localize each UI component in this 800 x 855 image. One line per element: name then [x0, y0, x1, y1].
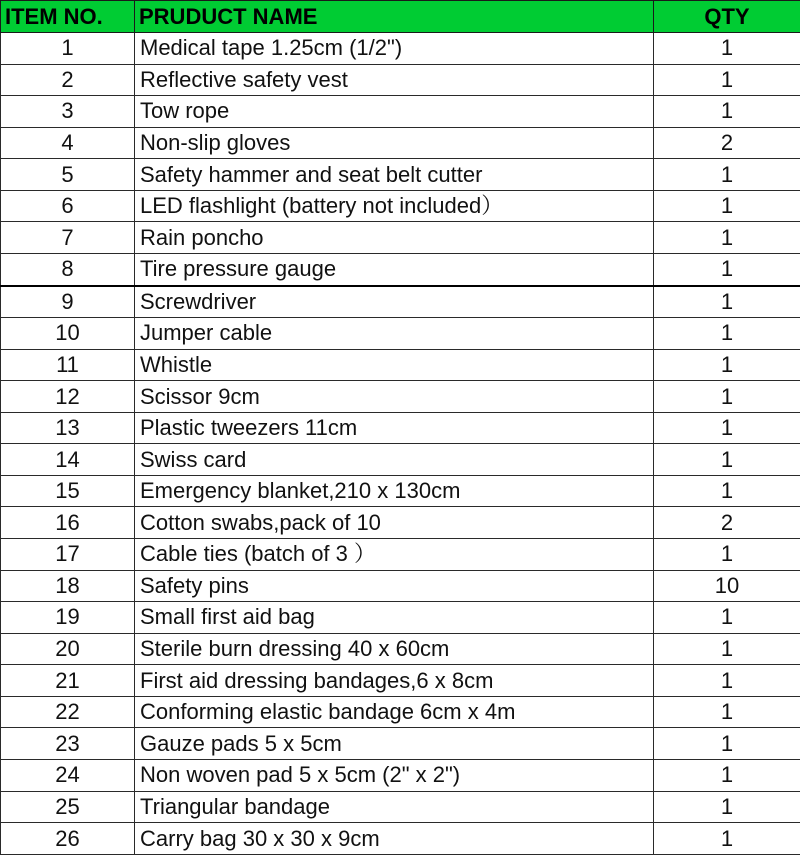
item-number-cell[interactable]: 26 — [1, 823, 135, 855]
table-row — [1, 253, 800, 285]
product-name-cell[interactable]: Sterile burn dressing 40 x 60cm — [135, 633, 654, 665]
product-name-cell[interactable]: Whistle — [135, 349, 654, 381]
table-row — [1, 570, 800, 602]
table-body — [1, 33, 800, 855]
table-row — [1, 412, 800, 444]
product-name-cell[interactable]: Scissor 9cm — [135, 381, 654, 413]
quantity-cell[interactable]: 1 — [654, 696, 800, 728]
product-name-cell[interactable]: Plastic tweezers 11cm — [135, 412, 654, 444]
product-name-cell[interactable]: Tow rope — [135, 96, 654, 128]
product-name-cell[interactable]: Emergency blanket,210 x 130cm — [135, 475, 654, 507]
product-name-cell[interactable]: Cable ties (batch of 3 ） — [135, 539, 654, 571]
product-name-cell[interactable]: Gauze pads 5 x 5cm — [135, 728, 654, 760]
item-number-cell[interactable]: 8 — [1, 253, 135, 285]
item-number-cell[interactable]: 17 — [1, 539, 135, 571]
item-number-cell[interactable]: 25 — [1, 791, 135, 823]
table-row — [1, 190, 800, 222]
quantity-cell[interactable]: 1 — [654, 412, 800, 444]
header-row — [1, 1, 800, 33]
item-number-cell[interactable]: 18 — [1, 570, 135, 602]
product-name-cell[interactable]: Jumper cable — [135, 318, 654, 350]
table-row — [1, 665, 800, 697]
product-name-cell[interactable]: Conforming elastic bandage 6cm x 4m — [135, 696, 654, 728]
quantity-cell[interactable]: 1 — [654, 349, 800, 381]
table-row — [1, 728, 800, 760]
quantity-cell[interactable]: 1 — [654, 759, 800, 791]
product-name-cell[interactable]: First aid dressing bandages,6 x 8cm — [135, 665, 654, 697]
product-name-cell[interactable]: Non woven pad 5 x 5cm (2" x 2") — [135, 759, 654, 791]
item-number-cell[interactable]: 20 — [1, 633, 135, 665]
quantity-cell[interactable]: 1 — [654, 222, 800, 254]
product-name-cell[interactable]: Reflective safety vest — [135, 64, 654, 96]
table-row — [1, 823, 800, 855]
product-name-cell[interactable]: Triangular bandage — [135, 791, 654, 823]
quantity-cell[interactable]: 1 — [654, 444, 800, 476]
item-number-cell[interactable]: 4 — [1, 127, 135, 159]
product-name-cell[interactable]: Rain poncho — [135, 222, 654, 254]
item-number-cell[interactable]: 7 — [1, 222, 135, 254]
table-row — [1, 96, 800, 128]
table-row — [1, 222, 800, 254]
quantity-cell[interactable]: 1 — [654, 318, 800, 350]
quantity-cell[interactable]: 1 — [654, 791, 800, 823]
table-row — [1, 759, 800, 791]
header-product-name[interactable]: PRUDUCT NAME — [135, 1, 654, 33]
product-name-cell[interactable]: Cotton swabs,pack of 10 — [135, 507, 654, 539]
quantity-cell[interactable]: 1 — [654, 665, 800, 697]
item-number-cell[interactable]: 24 — [1, 759, 135, 791]
quantity-cell[interactable]: 1 — [654, 633, 800, 665]
table-row — [1, 444, 800, 476]
product-name-cell[interactable]: Tire pressure gauge — [135, 253, 654, 285]
product-name-cell[interactable]: Medical tape 1.25cm (1/2") — [135, 33, 654, 65]
item-number-cell[interactable]: 10 — [1, 318, 135, 350]
table-row — [1, 602, 800, 634]
quantity-cell[interactable]: 1 — [654, 286, 800, 318]
table-row — [1, 791, 800, 823]
quantity-cell[interactable]: 10 — [654, 570, 800, 602]
table-row — [1, 696, 800, 728]
quantity-cell[interactable]: 1 — [654, 190, 800, 222]
item-number-cell[interactable]: 15 — [1, 475, 135, 507]
item-number-cell[interactable]: 2 — [1, 64, 135, 96]
quantity-cell[interactable]: 1 — [654, 823, 800, 855]
quantity-cell[interactable]: 1 — [654, 728, 800, 760]
item-number-cell[interactable]: 1 — [1, 33, 135, 65]
item-number-cell[interactable]: 5 — [1, 159, 135, 191]
product-name-cell[interactable]: Swiss card — [135, 444, 654, 476]
table-row — [1, 539, 800, 571]
product-name-cell[interactable]: Safety hammer and seat belt cutter — [135, 159, 654, 191]
product-name-cell[interactable]: Small first aid bag — [135, 602, 654, 634]
quantity-cell[interactable]: 1 — [654, 64, 800, 96]
item-number-cell[interactable]: 12 — [1, 381, 135, 413]
quantity-cell[interactable]: 1 — [654, 96, 800, 128]
item-number-cell[interactable]: 16 — [1, 507, 135, 539]
item-number-cell[interactable]: 19 — [1, 602, 135, 634]
product-name-cell[interactable]: Non-slip gloves — [135, 127, 654, 159]
header-item-no[interactable]: ITEM NO. — [1, 1, 135, 33]
product-name-cell[interactable]: Screwdriver — [135, 286, 654, 318]
table-row — [1, 127, 800, 159]
item-number-cell[interactable]: 11 — [1, 349, 135, 381]
product-name-cell[interactable]: Carry bag 30 x 30 x 9cm — [135, 823, 654, 855]
item-number-cell[interactable]: 23 — [1, 728, 135, 760]
quantity-cell[interactable]: 1 — [654, 33, 800, 65]
product-name-cell[interactable]: LED flashlight (battery not included） — [135, 190, 654, 222]
item-number-cell[interactable]: 22 — [1, 696, 135, 728]
item-number-cell[interactable]: 21 — [1, 665, 135, 697]
table-row — [1, 507, 800, 539]
quantity-cell[interactable]: 1 — [654, 159, 800, 191]
product-name-cell[interactable]: Safety pins — [135, 570, 654, 602]
item-number-cell[interactable]: 14 — [1, 444, 135, 476]
item-number-cell[interactable]: 6 — [1, 190, 135, 222]
table-row — [1, 381, 800, 413]
quantity-cell[interactable]: 1 — [654, 602, 800, 634]
quantity-cell[interactable]: 1 — [654, 253, 800, 285]
item-number-cell[interactable]: 13 — [1, 412, 135, 444]
quantity-cell[interactable]: 1 — [654, 539, 800, 571]
table-row — [1, 286, 800, 318]
quantity-cell[interactable]: 1 — [654, 475, 800, 507]
item-number-cell[interactable]: 9 — [1, 286, 135, 318]
table-row — [1, 349, 800, 381]
table-row — [1, 633, 800, 665]
header-qty[interactable]: QTY — [654, 1, 800, 33]
table-row — [1, 318, 800, 350]
quantity-cell[interactable]: 2 — [654, 507, 800, 539]
quantity-cell[interactable]: 2 — [654, 127, 800, 159]
item-number-cell[interactable]: 3 — [1, 96, 135, 128]
table-row — [1, 475, 800, 507]
quantity-cell[interactable]: 1 — [654, 381, 800, 413]
table-row — [1, 33, 800, 65]
table-row — [1, 64, 800, 96]
table-row — [1, 159, 800, 191]
